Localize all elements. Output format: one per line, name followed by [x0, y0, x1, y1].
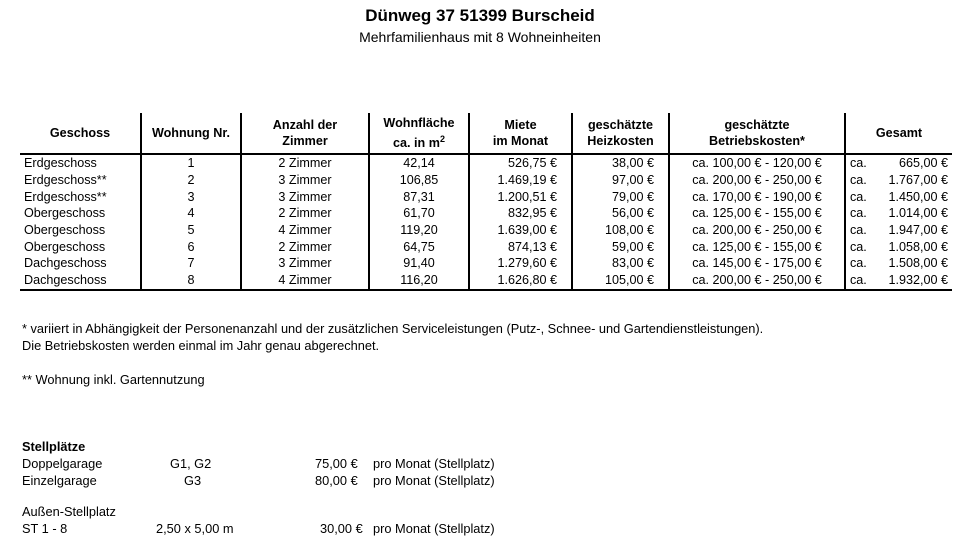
parking-row	[22, 520, 542, 537]
table-row	[20, 272, 952, 290]
parking-price: 75,00 €	[315, 456, 358, 471]
parking-type: Doppelgarage	[22, 456, 103, 471]
page-title: Dünweg 37 51399 Burscheid	[365, 6, 595, 25]
cell-betriebskosten: ca. 125,00 € - 155,00 €	[669, 238, 845, 255]
outdoor-parking-heading: Außen-Stellplatz	[22, 504, 116, 519]
cell-miete: 1.626,80 €	[469, 272, 572, 290]
cell-geschoss: Obergeschoss	[24, 206, 106, 221]
cell-gesamt-prefix: ca.	[850, 156, 867, 171]
cell-heizkosten: 97,00 €	[572, 172, 669, 189]
cell-gesamt-prefix: ca.	[850, 256, 867, 271]
cell-gesamt-prefix: ca.	[850, 206, 867, 221]
parking-section	[22, 438, 542, 537]
cell-betriebskosten: ca. 170,00 € - 190,00 €	[669, 188, 845, 205]
cell-wohnung-nr: 5	[141, 222, 241, 239]
cell-wohnflaeche: 91,40	[369, 255, 469, 272]
cell-gesamt-value: 1.508,00 €	[888, 256, 948, 271]
cell-wohnflaeche: 42,14	[369, 154, 469, 172]
parking-heading: Stellplätze	[22, 439, 86, 454]
cell-gesamt	[845, 272, 952, 290]
cell-wohnflaeche: 119,20	[369, 222, 469, 239]
col-header-wohnung: Wohnung Nr.	[141, 113, 241, 154]
col-header-zimmer: Anzahl der Zimmer	[241, 113, 369, 154]
cell-wohnung-nr: 6	[141, 238, 241, 255]
cell-gesamt	[845, 255, 952, 272]
cell-wohnung-nr: 2	[141, 172, 241, 189]
cell-gesamt	[845, 222, 952, 239]
col-header-geschoss: Geschoss	[20, 113, 141, 154]
cell-geschoss: Dachgeschoss	[20, 272, 141, 290]
parking-row	[22, 472, 542, 489]
parking-type: Einzelgarage	[22, 473, 97, 488]
cell-miete: 874,13 €	[469, 238, 572, 255]
cell-gesamt-value: 1.947,00 €	[888, 223, 948, 238]
col-header-betriebskosten: geschätzte Betriebskosten*	[669, 113, 845, 154]
cell-gesamt	[845, 154, 952, 172]
cell-betriebskosten: ca. 125,00 € - 155,00 €	[669, 205, 845, 222]
cell-wohnflaeche: 87,31	[369, 188, 469, 205]
cell-gesamt	[845, 188, 952, 205]
parking-unit: pro Monat (Stellplatz)	[373, 473, 495, 488]
cell-heizkosten: 59,00 €	[572, 238, 669, 255]
table-row	[20, 255, 952, 272]
cell-heizkosten: 108,00 €	[572, 222, 669, 239]
cell-zimmer: 3 Zimmer	[241, 172, 369, 189]
parking-price: 80,00 €	[315, 473, 358, 488]
cell-miete: 526,75 €	[469, 154, 572, 172]
table-header-row	[20, 113, 952, 154]
parking-type: ST 1 - 8	[22, 521, 68, 536]
cell-heizkosten: 79,00 €	[572, 188, 669, 205]
table-row	[20, 205, 952, 222]
cell-gesamt-value: 665,00 €	[898, 156, 948, 171]
cell-gesamt-value: 1.450,00 €	[888, 189, 948, 204]
cell-zimmer: 4 Zimmer	[241, 222, 369, 239]
cell-wohnung-nr: 7	[141, 255, 241, 272]
cell-miete: 1.469,19 €	[469, 172, 572, 189]
table-row	[20, 172, 952, 189]
parking-id: G3	[184, 473, 202, 488]
col-header-heizkosten: geschätzte Heizkosten	[572, 113, 669, 154]
cell-gesamt	[845, 238, 952, 255]
cell-gesamt-prefix: ca.	[850, 173, 867, 188]
cell-betriebskosten: ca. 200,00 € - 250,00 €	[669, 222, 845, 239]
footnote-betriebskosten	[22, 320, 763, 354]
cell-gesamt-prefix: ca.	[850, 273, 867, 288]
apartment-table	[20, 113, 952, 291]
parking-unit: pro Monat (Stellplatz)	[373, 456, 495, 471]
cell-gesamt	[845, 205, 952, 222]
cell-gesamt-value: 1.767,00 €	[888, 173, 948, 188]
cell-geschoss: Erdgeschoss**	[24, 189, 107, 204]
parking-price: 30,00 €	[320, 521, 363, 536]
cell-wohnflaeche: 116,20	[369, 272, 469, 290]
cell-betriebskosten: ca. 200,00 € - 250,00 €	[669, 172, 845, 189]
cell-zimmer: 3 Zimmer	[241, 188, 369, 205]
cell-zimmer: 2 Zimmer	[241, 154, 369, 172]
cell-heizkosten: 38,00 €	[572, 154, 669, 172]
cell-gesamt-value: 1.058,00 €	[888, 239, 948, 254]
cell-betriebskosten: ca. 200,00 € - 250,00 €	[669, 272, 845, 290]
cell-betriebskosten: ca. 100,00 € - 120,00 €	[669, 154, 845, 172]
parking-row	[22, 455, 542, 472]
cell-wohnung-nr: 3	[141, 188, 241, 205]
cell-heizkosten: 105,00 €	[572, 272, 669, 290]
cell-wohnflaeche: 64,75	[369, 238, 469, 255]
cell-gesamt-prefix: ca.	[850, 239, 867, 254]
footnote-garten: ** Wohnung inkl. Gartennutzung	[22, 372, 205, 387]
cell-gesamt-value: 1.014,00 €	[888, 206, 948, 221]
col-header-miete: Miete im Monat	[469, 113, 572, 154]
cell-zimmer: 2 Zimmer	[241, 205, 369, 222]
col-header-wohnflaeche: Wohnfläche ca. in $m^2$	[369, 113, 469, 154]
parking-unit: pro Monat (Stellplatz)	[373, 521, 495, 536]
parking-id: 2,50 x 5,00 m	[156, 521, 234, 536]
footnote-line-2: Die Betriebskosten werden einmal im Jahr genau abgerechnet.	[22, 338, 380, 353]
table-row	[20, 154, 952, 172]
cell-geschoss: Erdgeschoss**	[24, 173, 107, 188]
cell-miete: 1.279,60 €	[469, 255, 572, 272]
cell-betriebskosten: ca. 145,00 € - 175,00 €	[669, 255, 845, 272]
cell-geschoss: Obergeschoss	[24, 223, 106, 238]
col-header-gesamt: Gesamt	[845, 113, 952, 154]
cell-heizkosten: 83,00 €	[572, 255, 669, 272]
footnote-line-1: * variiert in Abhängigkeit der Personenanzahl und der zusätzlichen Serviceleistungen (Putz-, Schnee- und Gartendienstleistungen).	[22, 321, 764, 336]
cell-gesamt	[845, 172, 952, 189]
cell-heizkosten: 56,00 €	[572, 205, 669, 222]
cell-zimmer: 3 Zimmer	[241, 255, 369, 272]
parking-id: G1, G2	[170, 456, 212, 471]
page-subtitle: Mehrfamilienhaus mit 8 Wohneinheiten	[359, 29, 601, 45]
cell-miete: 1.639,00 €	[469, 222, 572, 239]
cell-geschoss: Erdgeschoss	[24, 156, 97, 171]
table-row	[20, 238, 952, 255]
cell-zimmer: 2 Zimmer	[241, 238, 369, 255]
cell-wohnung-nr: 8	[141, 272, 241, 290]
table-row	[20, 222, 952, 239]
table-row	[20, 188, 952, 205]
cell-geschoss: Dachgeschoss	[24, 256, 107, 271]
cell-miete: 832,95 €	[469, 205, 572, 222]
cell-miete: 1.200,51 €	[469, 188, 572, 205]
cell-zimmer: 4 Zimmer	[241, 272, 369, 290]
cell-wohnung-nr: 4	[141, 205, 241, 222]
cell-gesamt-prefix: ca.	[850, 189, 867, 204]
cell-wohnung-nr: 1	[141, 154, 241, 172]
cell-wohnflaeche: 61,70	[369, 205, 469, 222]
cell-geschoss: Obergeschoss	[24, 239, 106, 254]
cell-gesamt-value: 1.932,00 €	[888, 273, 948, 288]
cell-gesamt-prefix: ca.	[850, 223, 867, 238]
cell-wohnflaeche: 106,85	[369, 172, 469, 189]
